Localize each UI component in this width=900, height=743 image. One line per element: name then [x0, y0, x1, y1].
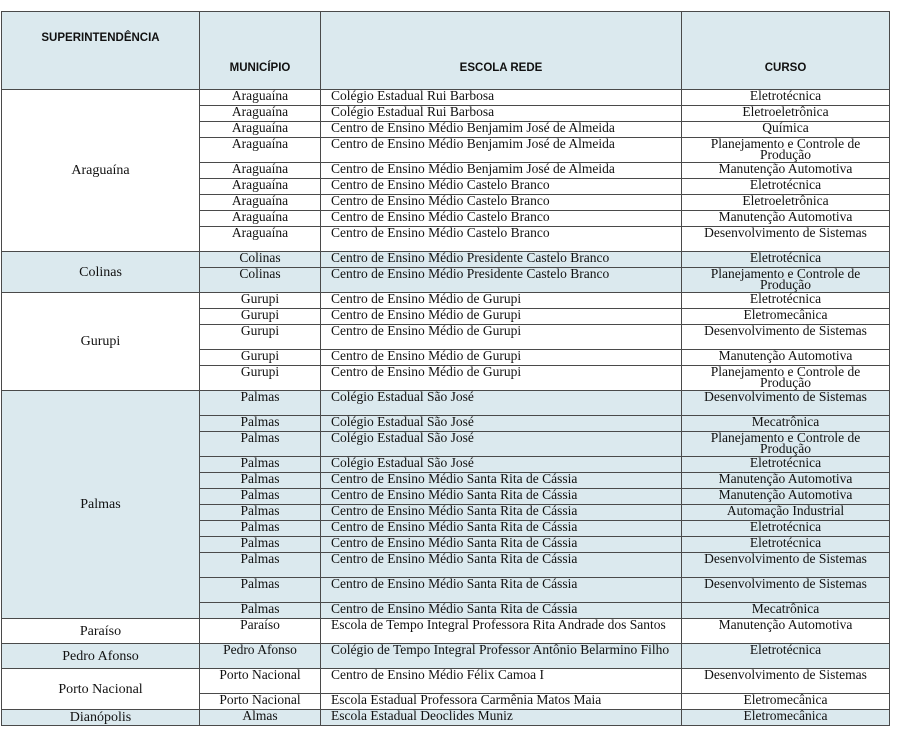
escola-cell: Centro de Ensino Médio Santa Rita de Cássia	[321, 603, 682, 619]
municipio-cell: Colinas	[200, 268, 321, 293]
municipio-cell: Palmas	[200, 578, 321, 603]
table-row	[2, 293, 890, 309]
superintendencia-cell: Paraíso	[2, 619, 200, 644]
superintendencia-cell: Pedro Afonso	[2, 644, 200, 669]
escola-cell: Centro de Ensino Médio de Gurupi	[321, 309, 682, 325]
escola-cell: Escola Estadual Professora Carmênia Matos Maia	[321, 694, 682, 710]
municipio-cell: Araguaína	[200, 179, 321, 195]
escola-cell: Centro de Ensino Médio Presidente Castelo Branco	[321, 252, 682, 268]
municipio-cell: Palmas	[200, 603, 321, 619]
municipio-cell: Gurupi	[200, 366, 321, 391]
curso-cell: Planejamento e Controle de Produção	[682, 432, 890, 457]
table-row	[2, 669, 890, 694]
municipio-cell: Araguaína	[200, 138, 321, 163]
municipio-cell: Araguaína	[200, 195, 321, 211]
curso-cell: Eletromecânica	[682, 710, 890, 726]
curso-cell: Eletrotécnica	[682, 537, 890, 553]
municipio-cell: Araguaína	[200, 106, 321, 122]
municipio-cell: Palmas	[200, 521, 321, 537]
escola-cell: Colégio Estadual São José	[321, 416, 682, 432]
escola-cell: Centro de Ensino Médio Santa Rita de Cássia	[321, 505, 682, 521]
escola-cell: Centro de Ensino Médio Castelo Branco	[321, 211, 682, 227]
municipio-cell: Porto Nacional	[200, 669, 321, 694]
municipio-cell: Araguaína	[200, 122, 321, 138]
curso-cell: Eletroeletrônica	[682, 106, 890, 122]
curso-cell: Eletrotécnica	[682, 179, 890, 195]
escola-cell: Centro de Ensino Médio Santa Rita de Cássia	[321, 578, 682, 603]
escola-cell: Centro de Ensino Médio Santa Rita de Cássia	[321, 553, 682, 578]
superintendencia-cell: Dianópolis	[2, 710, 200, 726]
escola-cell: Centro de Ensino Médio Benjamim José de Almeida	[321, 138, 682, 163]
escola-cell: Centro de Ensino Médio de Gurupi	[321, 366, 682, 391]
municipio-cell: Paraíso	[200, 619, 321, 644]
superintendencia-cell: Araguaína	[2, 90, 200, 252]
curso-cell: Eletrotécnica	[682, 521, 890, 537]
escola-cell: Colégio Estadual Rui Barbosa	[321, 90, 682, 106]
municipio-cell: Palmas	[200, 391, 321, 416]
escola-cell: Centro de Ensino Médio Presidente Castelo Branco	[321, 268, 682, 293]
curso-cell: Desenvolvimento de Sistemas	[682, 325, 890, 350]
curso-cell: Planejamento e Controle de Produção	[682, 138, 890, 163]
escola-cell: Centro de Ensino Médio Santa Rita de Cássia	[321, 537, 682, 553]
table-row	[2, 619, 890, 644]
curso-cell: Desenvolvimento de Sistemas	[682, 669, 890, 694]
schools-table	[1, 11, 890, 726]
curso-cell: Planejamento e Controle de Produção	[682, 268, 890, 293]
table-row	[2, 90, 890, 106]
municipio-cell: Gurupi	[200, 309, 321, 325]
municipio-cell: Araguaína	[200, 163, 321, 179]
curso-cell: Planejamento e Controle de Produção	[682, 366, 890, 391]
escola-cell: Centro de Ensino Médio Santa Rita de Cássia	[321, 521, 682, 537]
municipio-cell: Palmas	[200, 537, 321, 553]
escola-cell: Escola Estadual Deoclides Muniz	[321, 710, 682, 726]
superintendencia-cell: Palmas	[2, 391, 200, 619]
curso-cell: Desenvolvimento de Sistemas	[682, 227, 890, 252]
table-row	[2, 644, 890, 669]
superintendencia-cell: Colinas	[2, 252, 200, 293]
municipio-cell: Palmas	[200, 473, 321, 489]
municipio-cell: Palmas	[200, 553, 321, 578]
curso-cell: Manutenção Automotiva	[682, 350, 890, 366]
municipio-cell: Porto Nacional	[200, 694, 321, 710]
curso-cell: Eletrotécnica	[682, 644, 890, 669]
escola-cell: Centro de Ensino Médio Benjamim José de Almeida	[321, 122, 682, 138]
escola-cell: Colégio Estadual São José	[321, 432, 682, 457]
municipio-cell: Gurupi	[200, 325, 321, 350]
escola-cell: Colégio Estadual São José	[321, 391, 682, 416]
header-superintendencia: SUPERINTENDÊNCIA	[2, 12, 200, 90]
escola-cell: Centro de Ensino Médio Santa Rita de Cássia	[321, 473, 682, 489]
municipio-cell: Araguaína	[200, 211, 321, 227]
escola-cell: Centro de Ensino Médio Castelo Branco	[321, 227, 682, 252]
table-row	[2, 391, 890, 416]
curso-cell: Desenvolvimento de Sistemas	[682, 553, 890, 578]
curso-cell: Eletrotécnica	[682, 252, 890, 268]
municipio-cell: Palmas	[200, 505, 321, 521]
municipio-cell: Palmas	[200, 432, 321, 457]
municipio-cell: Pedro Afonso	[200, 644, 321, 669]
escola-cell: Centro de Ensino Médio de Gurupi	[321, 350, 682, 366]
curso-cell: Mecatrônica	[682, 603, 890, 619]
municipio-cell: Palmas	[200, 416, 321, 432]
curso-cell: Manutenção Automotiva	[682, 619, 890, 644]
escola-cell: Colégio Estadual São José	[321, 457, 682, 473]
escola-cell: Centro de Ensino Médio Castelo Branco	[321, 195, 682, 211]
escola-cell: Colégio Estadual Rui Barbosa	[321, 106, 682, 122]
escola-cell: Colégio de Tempo Integral Professor Antônio Belarmino Filho	[321, 644, 682, 669]
municipio-cell: Araguaína	[200, 227, 321, 252]
escola-cell: Escola de Tempo Integral Professora Rita Andrade dos Santos	[321, 619, 682, 644]
header-municipio: MUNICÍPIO	[200, 12, 321, 90]
curso-cell: Eletrotécnica	[682, 293, 890, 309]
municipio-cell: Palmas	[200, 457, 321, 473]
curso-cell: Manutenção Automotiva	[682, 473, 890, 489]
curso-cell: Eletroeletrônica	[682, 195, 890, 211]
municipio-cell: Almas	[200, 710, 321, 726]
curso-cell: Eletromecânica	[682, 309, 890, 325]
municipio-cell: Gurupi	[200, 293, 321, 309]
header-escola: ESCOLA REDE	[321, 12, 682, 90]
table-header	[2, 12, 890, 90]
table-row	[2, 252, 890, 268]
curso-cell: Desenvolvimento de Sistemas	[682, 391, 890, 416]
curso-cell: Eletromecânica	[682, 694, 890, 710]
escola-cell: Centro de Ensino Médio Félix Camoa I	[321, 669, 682, 694]
superintendencia-cell: Porto Nacional	[2, 669, 200, 710]
curso-cell: Eletrotécnica	[682, 90, 890, 106]
municipio-cell: Gurupi	[200, 350, 321, 366]
curso-cell: Manutenção Automotiva	[682, 489, 890, 505]
escola-cell: Centro de Ensino Médio de Gurupi	[321, 325, 682, 350]
superintendencia-cell: Gurupi	[2, 293, 200, 391]
escola-cell: Centro de Ensino Médio Castelo Branco	[321, 179, 682, 195]
curso-cell: Manutenção Automotiva	[682, 163, 890, 179]
escola-cell: Centro de Ensino Médio Benjamim José de Almeida	[321, 163, 682, 179]
escola-cell: Centro de Ensino Médio de Gurupi	[321, 293, 682, 309]
table-body	[2, 90, 890, 726]
curso-cell: Eletrotécnica	[682, 457, 890, 473]
municipio-cell: Araguaína	[200, 90, 321, 106]
table-row	[2, 710, 890, 726]
municipio-cell: Colinas	[200, 252, 321, 268]
curso-cell: Manutenção Automotiva	[682, 211, 890, 227]
escola-cell: Centro de Ensino Médio Santa Rita de Cássia	[321, 489, 682, 505]
municipio-cell: Palmas	[200, 489, 321, 505]
curso-cell: Automação Industrial	[682, 505, 890, 521]
header-curso: CURSO	[682, 12, 890, 90]
curso-cell: Química	[682, 122, 890, 138]
curso-cell: Desenvolvimento de Sistemas	[682, 578, 890, 603]
curso-cell: Mecatrônica	[682, 416, 890, 432]
